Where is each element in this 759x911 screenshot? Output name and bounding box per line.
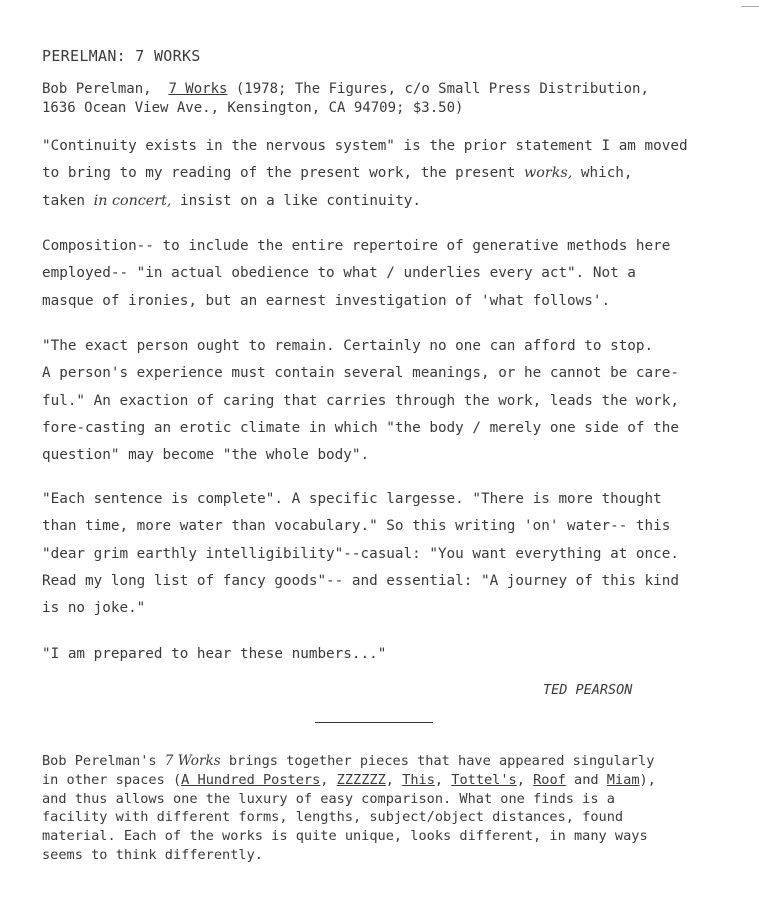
review-line: material. Each of the works is quite unique, looks different, in many ways <box>42 828 648 845</box>
publication-title: A Hundred Posters <box>181 771 321 788</box>
citation-author: Bob Perelman, <box>42 81 152 97</box>
paragraph-2 <box>42 233 670 315</box>
publication-title: Roof <box>533 771 566 788</box>
paragraph-line: "dear grim earthly intelligibility"--casual: "You want everything at once. <box>42 545 679 562</box>
italic-works: works, <box>524 165 573 182</box>
section-divider <box>315 722 433 723</box>
review-text: , <box>320 771 337 788</box>
paragraph-text: taken <box>42 192 94 209</box>
citation-details-2: 1636 Ocean View Ave., Kensington, CA 94709; $3.50) <box>42 100 464 116</box>
paragraph-line: "The exact person ought to remain. Certainly no one can afford to stop. <box>42 338 654 354</box>
review-book-title: 7 Works <box>164 753 221 769</box>
citation-details-1: (1978; The Figures, c/o Small Press Distribution, <box>227 81 649 97</box>
paragraph-1 <box>42 133 688 215</box>
review-text: brings together pieces that have appeared singularly <box>220 753 655 769</box>
paragraph-text: which, <box>572 165 633 182</box>
citation-line-2 <box>42 99 649 118</box>
citation-book-title: 7 Works <box>168 81 228 97</box>
review-line <box>42 771 656 790</box>
review-heading: PERELMAN: 7 WORKS <box>42 47 201 65</box>
paragraph-line: is no joke." <box>42 600 146 617</box>
review-text: and <box>565 771 607 788</box>
paragraph-line: Read my long list of fancy goods"-- and essential: "A journey of this kind <box>42 572 679 589</box>
paragraph-text: to bring to my reading of the present work, the present <box>42 165 525 182</box>
paragraph-line <box>42 160 688 187</box>
citation-line-1 <box>42 80 649 99</box>
paragraph-line: employed-- "in actual obedience to what / underlies every act". Not a <box>42 265 636 282</box>
paragraph-line: "Each sentence is complete". A specific largesse. "There is more thought <box>42 491 662 507</box>
review-paragraph <box>42 752 656 865</box>
paragraph-line: fore-casting an erotic climate in which "the body / merely one side of the <box>42 419 679 436</box>
paragraph-line: than time, more water than vocabulary." So this writing 'on' water-- this <box>42 518 671 535</box>
review-text: in other spaces ( <box>42 771 182 788</box>
review-line: seems to think differently. <box>42 846 263 863</box>
review-text: , <box>516 771 534 788</box>
paragraph-line: masque of ironies, but an earnest investigation of 'what follows'. <box>42 292 611 309</box>
review-line <box>42 752 656 771</box>
paragraph-line: A person's experience must contain several meanings, or he cannot be care- <box>42 365 679 382</box>
paragraph-3 <box>42 333 679 469</box>
paragraph-line: "I am prepared to hear these numbers..." <box>42 646 387 662</box>
review-line: facility with different forms, lengths, subject/object distances, found <box>42 809 624 826</box>
paragraph-line: ful." An exaction of caring that carries through the work, leads the work, <box>42 392 679 409</box>
book-citation <box>42 80 649 118</box>
page-corner-mark <box>741 0 759 7</box>
review-text: , <box>385 771 403 788</box>
paragraph-4 <box>42 486 679 622</box>
publication-title: ZZZZZZ <box>336 771 386 788</box>
author-signature: TED PEARSON <box>543 682 633 698</box>
publication-title: This <box>402 771 435 788</box>
italic-in-concert: in concert, <box>93 192 172 209</box>
paragraph-line: Composition-- to include the entire repertoire of generative methods here <box>42 238 671 254</box>
paragraph-text: insist on a like continuity. <box>171 192 422 209</box>
paragraph-5 <box>42 641 386 668</box>
review-line: and thus allows one the luxury of easy comparison. What one finds is a <box>42 790 615 807</box>
paragraph-line: "Continuity exists in the nervous system" is the prior statement I am moved <box>42 138 688 154</box>
publication-title: Tottel's <box>451 771 517 788</box>
paragraph-line: question" may become "the whole body". <box>42 447 370 464</box>
review-text: ), <box>639 771 656 788</box>
paragraph-line <box>42 188 688 215</box>
review-text: , <box>434 771 452 788</box>
review-text: Bob Perelman's <box>42 753 165 769</box>
publication-title: Miam <box>606 771 640 788</box>
